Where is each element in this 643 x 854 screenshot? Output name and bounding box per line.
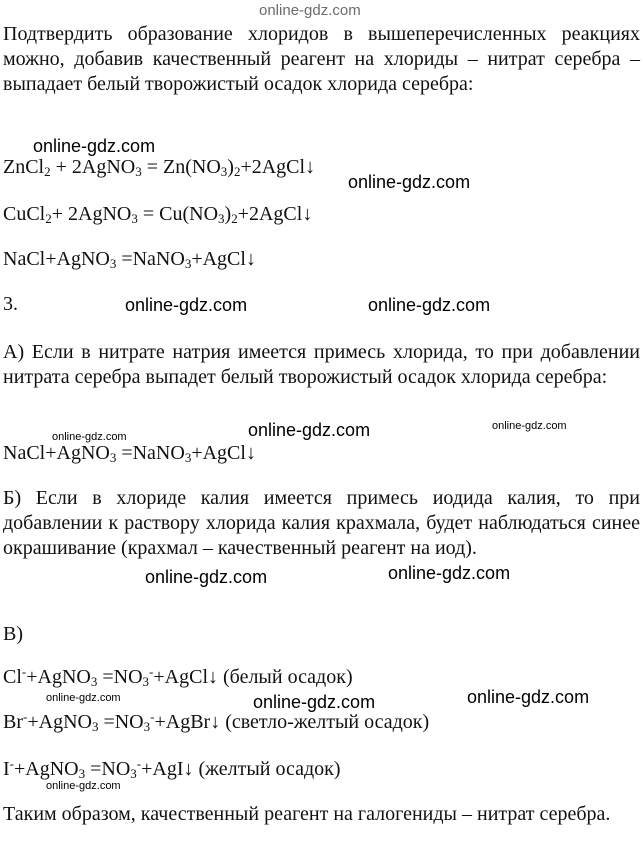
equation-bromide: Br-+AgNO$_3$ $=NO_3^-+AgBr↓$ (светло-желтый осадок) — [3, 709, 430, 734]
watermark: online-gdz.com — [492, 420, 567, 432]
watermark: online-gdz.com — [388, 563, 511, 583]
watermark: online-gdz.com — [125, 295, 248, 315]
task-number: 3. — [3, 293, 18, 315]
watermark: online-gdz.com — [253, 692, 376, 712]
part-b-paragraph: Б) Если в хлориде калия имеется примесь иодида калия, то при добавлении к раствору хлорида калия крахмала, будет наблюдаться синее окрашивание (крахмал – качественный реагент на иод). — [3, 487, 640, 559]
watermark: online-gdz.com — [52, 431, 127, 443]
equation-nacl-1: NaCl+AgNO$_3$ =NaNO$_3$+AgCl↓ — [3, 248, 256, 271]
equation-nacl-2: NaCl+AgNO$_3$ =NaNO$_3$+AgCl↓ — [3, 442, 256, 465]
watermark: online-gdz.com — [348, 172, 471, 192]
part-v-label: В) — [3, 623, 23, 645]
watermark: online-gdz.com — [145, 567, 268, 587]
intro-paragraph: Подтвердить образование хлоридов в вышеперечисленных реакциях можно, добавив качественный реагент на хлориды – нитрат серебра – выпадает белый творожистый осадок хлорида серебра: — [3, 23, 640, 95]
watermark: online-gdz.com — [368, 295, 491, 315]
equation-chloride: Cl-+AgNO$_3$ $=NO_3^-+AgCl↓$ (белый осадок) — [3, 664, 353, 689]
watermark: online-gdz.com — [467, 687, 590, 707]
watermark: online-gdz.com — [46, 692, 121, 704]
watermark: online-gdz.com — [46, 780, 121, 792]
equation-zncl2: ZnCl$_2$ + 2AgNO$_3$ = $Zn(NO_3)_2+2AgCl↓$ — [3, 156, 316, 179]
conclusion-paragraph: Таким образом, качественный реагент на галогениды – нитрат серебра. — [3, 803, 611, 825]
part-a-paragraph: А) Если в нитрате натрия имеется примесь хлорида, то при добавлении нитрата серебра выпадет белый творожистый осадок хлорида серебра: — [3, 341, 640, 388]
watermark: online-gdz.com — [248, 420, 371, 440]
watermark-top: online-gdz.com — [259, 2, 361, 19]
equation-iodide: I-+AgNO$_3$ $=NO_3^-+AgI↓$ (желтый осадок) — [3, 756, 341, 781]
equation-cucl2: CuCl$_2$+ 2AgNO$_3$ = $Cu(NO_3)_2+2AgCl↓$ — [3, 203, 313, 226]
watermark: online-gdz.com — [33, 136, 156, 156]
